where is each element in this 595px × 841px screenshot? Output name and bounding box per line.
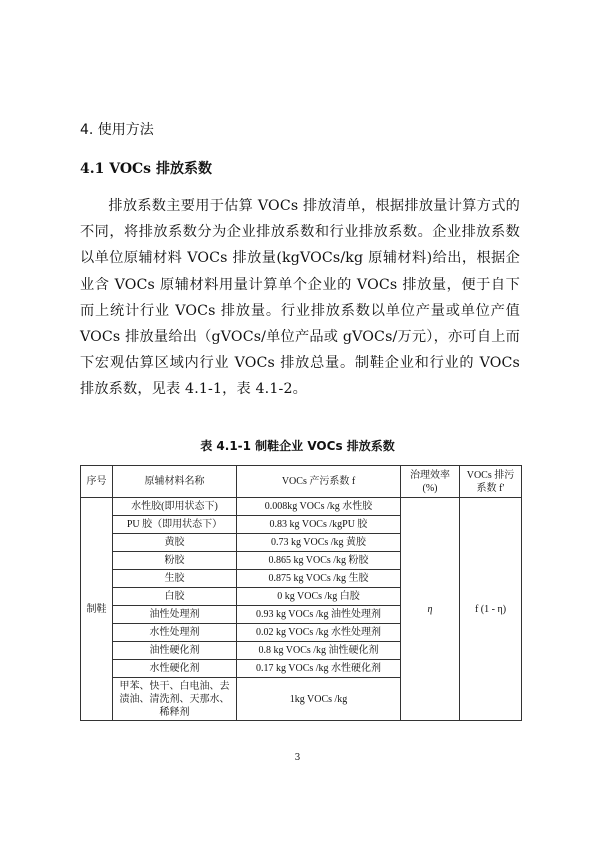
header-emission-factor: VOCs 排污系数 f′: [460, 466, 522, 498]
factor-cell: 0.83 kg VOCs /kgPU 胶: [237, 516, 401, 534]
factor-cell: 0.93 kg VOCs /kg 油性处理剂: [237, 606, 401, 624]
body-paragraph: 排放系数主要用于估算 VOCs 排放清单，根据排放量计算方式的不同，将排放系数分为企业排放系数和行业排放系数。企业排放系数以单位原辅材料 VOCs 排放量(kgVOCs/kg 原辅材料)给出，根据企业含 VOCs 原辅材料用量计算单个企业的 VOCs 排放量，便于自下而上统计行业 VOCs 排放量。行业排放系数以单位产量或单位产值 VOCs 排放量给出（gVOCs/单位产品或 gVOCs/万元），亦可自上而下宏观估算区域内行业 VOCs 排放总量。制鞋企业和行业的 VOCs 排放系数，见表 4.1-1，表 4.1-2。: [80, 198, 520, 398]
group-label: 制鞋: [81, 498, 113, 721]
material-cell: 水性处理剂: [113, 624, 237, 642]
header-material: 原辅材料名称: [113, 466, 237, 498]
material-cell: 油性处理剂: [113, 606, 237, 624]
table-header-row: [81, 466, 522, 498]
factor-cell: 0.008kg VOCs /kg 水性胶: [237, 498, 401, 516]
factor-cell: 0.865 kg VOCs /kg 粉胶: [237, 552, 401, 570]
material-cell: PU 胶（即用状态下）: [113, 516, 237, 534]
factor-cell: 0.73 kg VOCs /kg 黄胶: [237, 534, 401, 552]
emission-factor-table: [80, 465, 522, 721]
factor-cell: 0.02 kg VOCs /kg 水性处理剂: [237, 624, 401, 642]
table-caption: 表 4.1-1 制鞋企业 VOCs 排放系数: [200, 439, 395, 453]
material-cell: 粉胶: [113, 552, 237, 570]
factor-cell: 1kg VOCs /kg: [237, 678, 401, 721]
efficiency-cell: η: [401, 498, 460, 721]
material-cell: 甲苯、快干、白电油、去渍油、清洗剂、天那水、稀释剂: [113, 678, 237, 721]
factor-cell: 0.8 kg VOCs /kg 油性硬化剂: [237, 642, 401, 660]
section-heading: 4. 使用方法: [80, 122, 154, 138]
material-cell: 水性硬化剂: [113, 660, 237, 678]
material-cell: 水性胶(即用状态下): [113, 498, 237, 516]
material-cell: 油性硬化剂: [113, 642, 237, 660]
emission-factor-cell: f (1 - η): [460, 498, 522, 721]
material-cell: 黄胶: [113, 534, 237, 552]
table-row: [81, 498, 522, 516]
subsection-heading: 4.1 VOCs 排放系数: [80, 161, 212, 177]
factor-cell: 0.875 kg VOCs /kg 生胶: [237, 570, 401, 588]
header-production-factor: VOCs 产污系数 f: [237, 466, 401, 498]
material-cell: 白胶: [113, 588, 237, 606]
factor-cell: 0 kg VOCs /kg 白胶: [237, 588, 401, 606]
page-number: 3: [294, 753, 301, 763]
factor-cell: 0.17 kg VOCs /kg 水性硬化剂: [237, 660, 401, 678]
header-seq: 序号: [81, 466, 113, 498]
material-cell: 生胶: [113, 570, 237, 588]
header-efficiency: 治理效率(%): [401, 466, 460, 498]
